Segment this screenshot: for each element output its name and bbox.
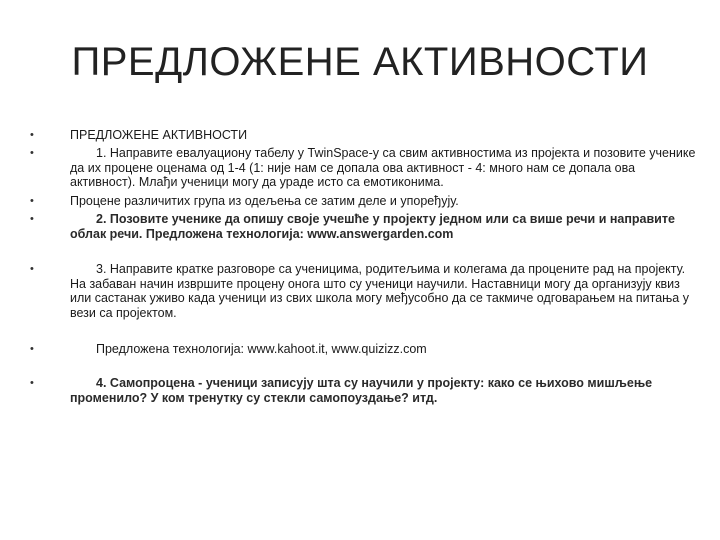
list-item <box>26 194 696 209</box>
bullet-icon: • <box>30 213 34 225</box>
list-item-text: 4. Самопроцена - ученици записују шта су научили у пројекту: како се њихово мишљење променило? У ком тренутку су стекли самопоуздање? итд. <box>70 376 656 405</box>
bullet-icon: • <box>30 129 34 141</box>
bullet-icon: • <box>30 147 34 159</box>
bullet-icon: • <box>30 195 34 207</box>
list-item <box>26 212 696 241</box>
list-item-text: 2. Позовите ученике да опишу своје учешће у пројекту једном или са више речи и направите облак речи. Предложена технологија: www.answergarden.com <box>70 212 679 241</box>
list-item-text: Процене различитих група из одељења се затим деле и упоређују. <box>70 194 459 208</box>
bullet-icon: • <box>30 343 34 355</box>
list-item <box>26 146 699 190</box>
slide-title: ПРЕДЛОЖЕНЕ АКТИВНОСТИ <box>71 40 649 84</box>
list-item <box>26 342 696 357</box>
list-item <box>26 376 696 405</box>
bullet-icon: • <box>30 263 34 275</box>
list-item-text: 3. Направите кратке разговоре са ученицима, родитељима и колегама да процените рад на пројекту. На забаван начин извршите процену онога што су ученици научили. Наставници могу да организују квиз или састанак уживо када ученици из свих школа могу међусобно да се такмиче одговарањем на питања у вези са пројектом. <box>70 262 693 320</box>
list-item-text: 1. Направите евалуациону табелу у TwinSpace-у са свим активностима из пројекта и позовите ученике да их процене оценама од 1-4 (1: није нам се допала ова активност - 4: много нам се допала ова активност). Млађи ученици могу да ураде исто са емотиконима. <box>70 146 699 189</box>
list-item-text: ПРЕДЛОЖЕНЕ АКТИВНОСТИ <box>70 128 248 142</box>
list-item <box>26 128 696 143</box>
list-item-text: Предложена технологија: www.kahoot.it, www.quizizz.com <box>96 342 427 356</box>
list-item <box>26 262 696 320</box>
bullet-icon: • <box>30 377 34 389</box>
